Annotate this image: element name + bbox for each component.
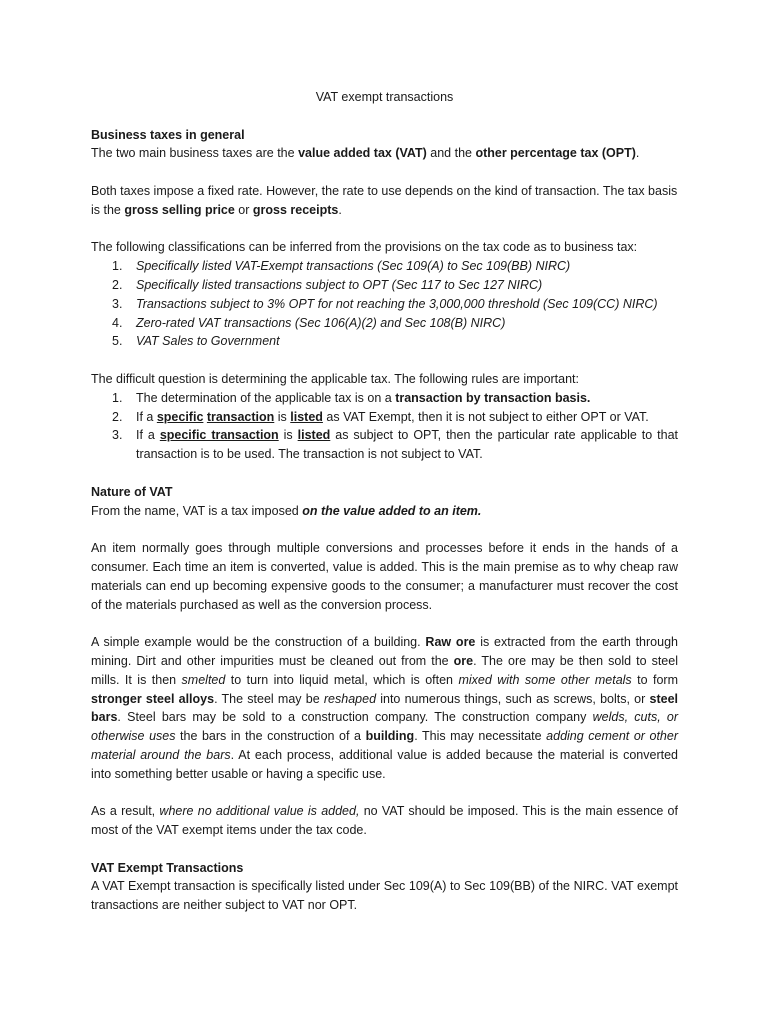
list-number: 3. <box>112 296 123 311</box>
term-reshaped: reshaped <box>323 691 377 706</box>
text-run: The two main business taxes are the <box>91 146 299 161</box>
text-run: . At each process, additional value is added because the material is converted into something better usable or having a specific use. <box>91 747 678 781</box>
term-value-added: on the value added to an item. <box>302 503 482 518</box>
list-number: 5. <box>112 334 123 349</box>
term-vat: value added tax (VAT) <box>298 146 427 161</box>
term-listed: listed <box>290 409 323 424</box>
paragraph-building-example <box>91 633 678 783</box>
term-specific: specific <box>156 409 204 424</box>
term-transaction-basis: transaction by transaction basis. <box>395 390 591 405</box>
list-number: 1. <box>112 259 123 274</box>
document-title: VAT exempt transactions <box>315 90 454 104</box>
paragraph-conversions: An item normally goes through multiple conversions and processes before it ends in the hands of a consumer. Each time an item is converted, value is added. This is the main premise as to why cheap raw materials can end up becoming expensive goods to the consumer; a manufacturer must recover the cost of the materials purchased as well as the conversion process. <box>91 541 678 612</box>
list-number: 3. <box>112 428 123 443</box>
term-raw-ore: Raw ore <box>425 635 476 650</box>
list-number: 4. <box>112 315 123 330</box>
term-gross-selling-price: gross selling price <box>124 202 235 217</box>
text-run: . This may necessitate <box>414 729 547 744</box>
classification-list <box>91 257 678 351</box>
paragraph-vat-definition <box>91 502 678 521</box>
text-run: as VAT Exempt, then it is not subject to either OPT or VAT. <box>322 409 649 424</box>
term-transaction: transaction <box>206 409 275 424</box>
list-number: 1. <box>112 390 123 405</box>
text-run: the bars in the construction of a <box>175 729 366 744</box>
rules-list <box>91 389 678 464</box>
list-item <box>91 332 678 351</box>
list-number: 2. <box>112 409 123 424</box>
paragraph-fixed-rate <box>91 182 678 220</box>
paragraph-result <box>91 802 678 840</box>
text-run: A simple example would be the construction of a building. <box>91 635 426 650</box>
term-adding-cement: adding cement or other material around the bars <box>91 729 679 762</box>
term-steel-alloys: stronger steel alloys <box>91 691 215 706</box>
text-run: into numerous things, such as screws, bolts, or <box>376 691 650 706</box>
text-run: to form <box>631 672 678 687</box>
text-run: or <box>234 202 253 217</box>
paragraph-rules-intro: The difficult question is determining the applicable tax. The following rules are important: <box>91 371 580 386</box>
list-item <box>91 408 678 427</box>
text-run: as subject to OPT, then the particular rate applicable to that transaction is to be used. The transaction is not subject to VAT. <box>136 428 678 462</box>
paragraph-vat-exempt-definition: A VAT Exempt transaction is specifically listed under Sec 109(A) to Sec 109(BB) of the NIRC. VAT exempt transactions are neither subject to VAT nor OPT. <box>91 879 678 913</box>
text-run: . The ore may be then sold to steel mills. It is then <box>91 653 678 687</box>
list-item-text: Zero-rated VAT transactions (Sec 106(A)(2) and Sec 108(B) NIRC) <box>136 315 506 330</box>
text-run: The determination of the applicable tax is on a <box>136 390 396 405</box>
section-heading-nature-of-vat: Nature of VAT <box>91 484 173 499</box>
term-listed: listed <box>297 428 331 443</box>
term-mixed-metals: mixed with some other metals <box>458 672 632 687</box>
text-run: and the <box>426 146 476 161</box>
section-heading-business-taxes: Business taxes in general <box>91 127 245 142</box>
section-heading-vat-exempt: VAT Exempt Transactions <box>91 860 244 875</box>
text-run: is <box>278 428 298 443</box>
list-item-text: VAT Sales to Government <box>136 334 280 349</box>
text-run: is extracted from the earth through mining. Dirt and other impurities must be cleaned out from the <box>91 635 678 668</box>
text-run: . The steel may be <box>214 691 324 706</box>
term-steel-bars: steel bars <box>91 691 679 725</box>
list-item <box>91 276 678 295</box>
text-run: If a <box>136 409 157 424</box>
list-item-text: Specifically listed transactions subject to OPT (Sec 117 to Sec 127 NIRC) <box>136 277 543 292</box>
term-ore: ore <box>453 653 474 668</box>
paragraph-classifications-intro: The following classifications can be inferred from the provisions on the tax code as to business tax: <box>91 240 638 255</box>
list-item <box>91 257 678 276</box>
term-building: building <box>365 729 415 744</box>
term-opt: other percentage tax (OPT) <box>475 146 636 161</box>
list-item-text: Specifically listed VAT-Exempt transactions (Sec 109(A) to Sec 109(BB) NIRC) <box>136 259 571 274</box>
term-no-additional-value: where no additional value is added, <box>159 804 360 819</box>
list-item <box>91 314 678 333</box>
term-smelted: smelted <box>181 672 226 687</box>
term-gross-receipts: gross receipts <box>252 202 339 217</box>
text-run: . <box>635 146 640 161</box>
term-specific-transaction: specific transaction <box>159 428 279 443</box>
list-number: 2. <box>112 277 123 292</box>
list-item <box>91 295 678 314</box>
list-item <box>91 426 678 464</box>
text-run: to turn into liquid metal, which is often <box>225 672 459 687</box>
text-run: As a result, <box>91 804 160 819</box>
text-run: If a <box>136 428 160 443</box>
paragraph-main-taxes <box>91 144 678 163</box>
term-welds-cuts: welds, cuts, or otherwise uses <box>91 710 679 744</box>
text-run: From the name, VAT is a tax imposed <box>91 503 303 518</box>
text-run: no VAT should be imposed. This is the main essence of most of the VAT exempt items under the tax code. <box>91 804 678 838</box>
list-item <box>91 389 678 408</box>
text-run: is <box>274 409 291 424</box>
text-run: . Steel bars may be sold to a construction company. The construction company <box>117 710 593 725</box>
text-run: . <box>338 202 342 217</box>
text-run: Both taxes impose a fixed rate. However, the rate to use depends on the kind of transaction. The tax basis is the <box>91 183 678 217</box>
list-item-text: Transactions subject to 3% OPT for not reaching the 3,000,000 threshold (Sec 109(CC) NIRC) <box>136 296 658 311</box>
